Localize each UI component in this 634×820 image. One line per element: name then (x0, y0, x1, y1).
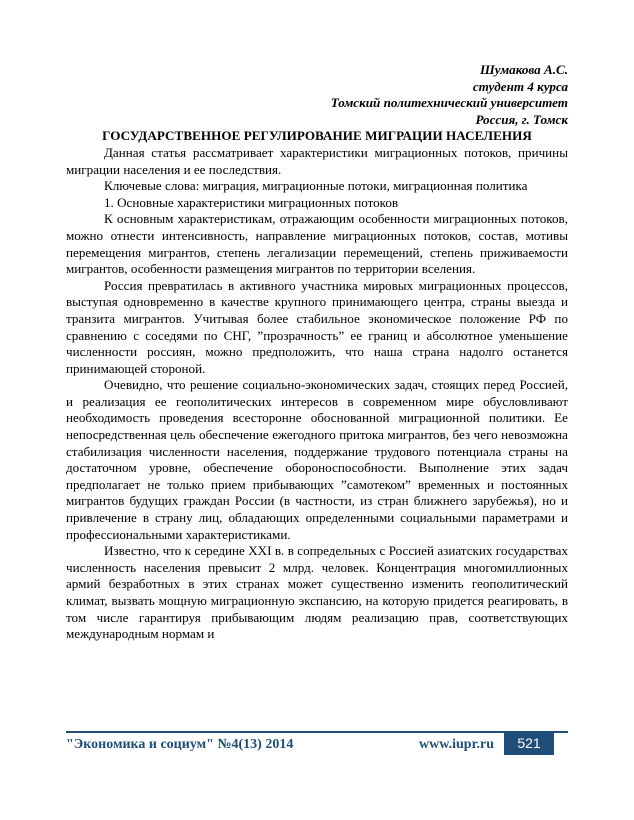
author-name: Шумакова А.С. (479, 62, 568, 77)
author-university: Томский политехнический университет (330, 95, 568, 111)
article (66, 62, 568, 643)
paragraph: Известно, что к середине XXI в. в сопредельных с Россией азиатских государствах численность населения превысит 2 млрд. человек. Концентрация многомиллионных армий безработных в этих странах может существенно изменить геополитический климат, вызвать мощную миграционную экспансию, на которую придется реагировать, в том числе гарантируя прибывающим людям реализацию прав, соответствующих международным нормам и (66, 543, 568, 642)
paragraph: Очевидно, что решение социально-экономических задач, стоящих перед Россией, и реализация ее геополитических интересов в современном мире обусловливают необходимость проведения всесторонне обоснованной миграционной политики. Ее непосредственная цель обеспечение ежегодного притока мигрантов, без чего невозможна стабилизация численности населения, поддержание трудового потенциала страны на достаточном уровне, обеспечение обороноспособности. Выполнение этих задач предполагает не только прием прибывающих ”самотеком” временных и постоянных мигрантов будущих граждан России (в частности, из стран ближнего зарубежья), но и привлечение в страну лиц, обладающих определенными социальными параметрами и профессиональными характеристиками. (66, 377, 568, 542)
author-location: Россия, г. Томск (475, 111, 568, 127)
author-block (66, 62, 568, 128)
page-footer (66, 731, 568, 757)
section-heading: 1. Основные характеристики миграционных потоков (104, 194, 399, 210)
page-number: 521 (504, 731, 554, 755)
paragraph: К основным характеристикам, отражающим особенности миграционных потоков, можно отнести интенсивность, направление миграционных потоков, состав, мотивы перемещения мигрантов, степень легализации перемещений, степень приживаемости мигрантов, особенности размещения мигрантов по территории вселения. (66, 211, 568, 277)
journal-url: www.iupr.ru (419, 737, 494, 752)
paragraph: Россия превратилась в активного участника мировых миграционных процессов, выступая одновременно в качестве крупного принимающего центра, страны выезда и транзита мигрантов. Учитывая более стабильное экономическое положение РФ по сравнению с соседями по СНГ, ”прозрачность” ее границ и абсолютное уменьшение численности россиян, можно предположить, что наша страна надолго останется принимающей стороной. (66, 277, 568, 376)
journal-name: "Экономика и социум" №4(13) 2014 (66, 737, 294, 752)
author-position: студент 4 курса (472, 78, 568, 94)
keywords: Ключевые слова: миграция, миграционные потоки, миграционная политика (104, 178, 528, 194)
article-title: ГОСУДАРСТВЕННОЕ РЕГУЛИРОВАНИЕ МИГРАЦИИ НАСЕЛЕНИЯ (102, 128, 532, 144)
abstract: Данная статья рассматривает характеристики миграционных потоков, причины миграции населения и ее последствия. (66, 144, 568, 177)
